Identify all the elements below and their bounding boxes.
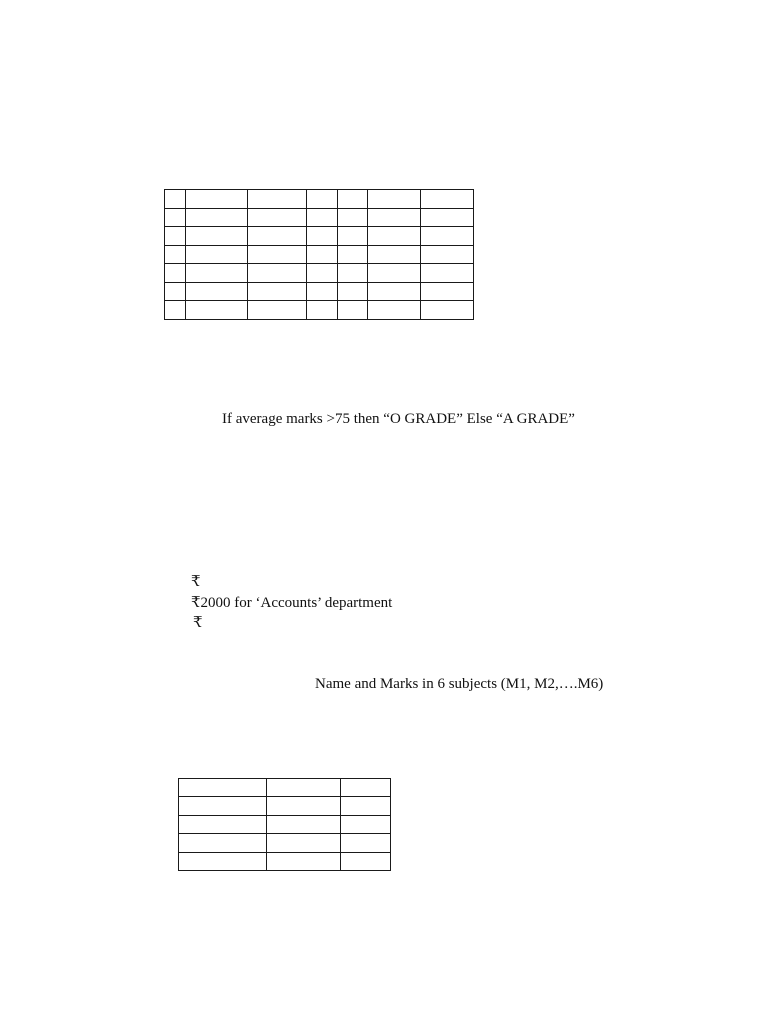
table-cell: [421, 282, 474, 301]
table-cell: [267, 797, 341, 815]
table-cell: [307, 227, 338, 246]
table-cell: [421, 301, 474, 320]
table-cell: [179, 834, 267, 852]
table-cell: [341, 834, 391, 852]
table-cell: [421, 208, 474, 227]
table-cell: [341, 852, 391, 870]
marks-table: [164, 189, 474, 320]
table-cell: [165, 245, 186, 264]
table-row: [165, 208, 474, 227]
table-cell: [368, 282, 421, 301]
table-cell: [368, 208, 421, 227]
table-cell: [186, 208, 248, 227]
table-row: [179, 852, 391, 870]
table-cell: [267, 852, 341, 870]
table-cell: [179, 852, 267, 870]
table-cell: [165, 227, 186, 246]
table-cell: [338, 282, 368, 301]
table-row: [165, 190, 474, 209]
table-cell: [338, 208, 368, 227]
table-cell: [267, 834, 341, 852]
table-cell: [338, 301, 368, 320]
table-cell: [186, 301, 248, 320]
table-cell: [341, 797, 391, 815]
table-cell: [338, 264, 368, 283]
table-cell: [338, 190, 368, 209]
table-cell: [341, 779, 391, 797]
table-row: [165, 282, 474, 301]
table-cell: [179, 815, 267, 833]
table-cell: [179, 797, 267, 815]
summary-table-body: [179, 779, 391, 871]
table-cell: [307, 264, 338, 283]
table-row: [165, 301, 474, 320]
table-cell: [248, 208, 307, 227]
table-cell: [421, 245, 474, 264]
table-cell: [186, 282, 248, 301]
table-cell: [307, 282, 338, 301]
table-cell: [248, 264, 307, 283]
name-marks-instruction: Name and Marks in 6 subjects (M1, M2,….M6): [315, 676, 604, 692]
table-cell: [368, 245, 421, 264]
table-cell: [165, 208, 186, 227]
table-cell: [248, 282, 307, 301]
table-row: [165, 245, 474, 264]
table-cell: [307, 190, 338, 209]
table-cell: [421, 190, 474, 209]
summary-table: [178, 778, 391, 871]
table-cell: [248, 245, 307, 264]
table-cell: [421, 227, 474, 246]
accounts-allowance-text: ₹2000 for ‘Accounts’ department: [191, 595, 393, 611]
table-cell: [368, 301, 421, 320]
table-cell: [307, 208, 338, 227]
table-cell: [267, 779, 341, 797]
table-cell: [165, 264, 186, 283]
table-cell: [248, 227, 307, 246]
table-cell: [368, 190, 421, 209]
table-cell: [248, 190, 307, 209]
table-cell: [368, 227, 421, 246]
table-row: [179, 779, 391, 797]
table-cell: [186, 264, 248, 283]
table-cell: [165, 282, 186, 301]
table-cell: [307, 301, 338, 320]
table-cell: [368, 264, 421, 283]
table-cell: [341, 815, 391, 833]
table-cell: [338, 245, 368, 264]
table-row: [165, 227, 474, 246]
table-row: [179, 797, 391, 815]
table-cell: [307, 245, 338, 264]
table-row: [179, 834, 391, 852]
table-cell: [165, 301, 186, 320]
table-cell: [421, 264, 474, 283]
table-cell: [186, 245, 248, 264]
rupee-symbol-text: ₹: [193, 615, 203, 631]
table-cell: [179, 779, 267, 797]
table-row: [165, 264, 474, 283]
grade-condition-text: If average marks >75 then “O GRADE” Else “A GRADE”: [222, 411, 575, 427]
table-cell: [338, 227, 368, 246]
table-cell: [165, 190, 186, 209]
table-cell: [248, 301, 307, 320]
rupee-symbol-text: ₹: [191, 574, 201, 590]
table-cell: [186, 190, 248, 209]
table-cell: [186, 227, 248, 246]
table-cell: [267, 815, 341, 833]
table-row: [179, 815, 391, 833]
marks-table-body: [165, 190, 474, 320]
